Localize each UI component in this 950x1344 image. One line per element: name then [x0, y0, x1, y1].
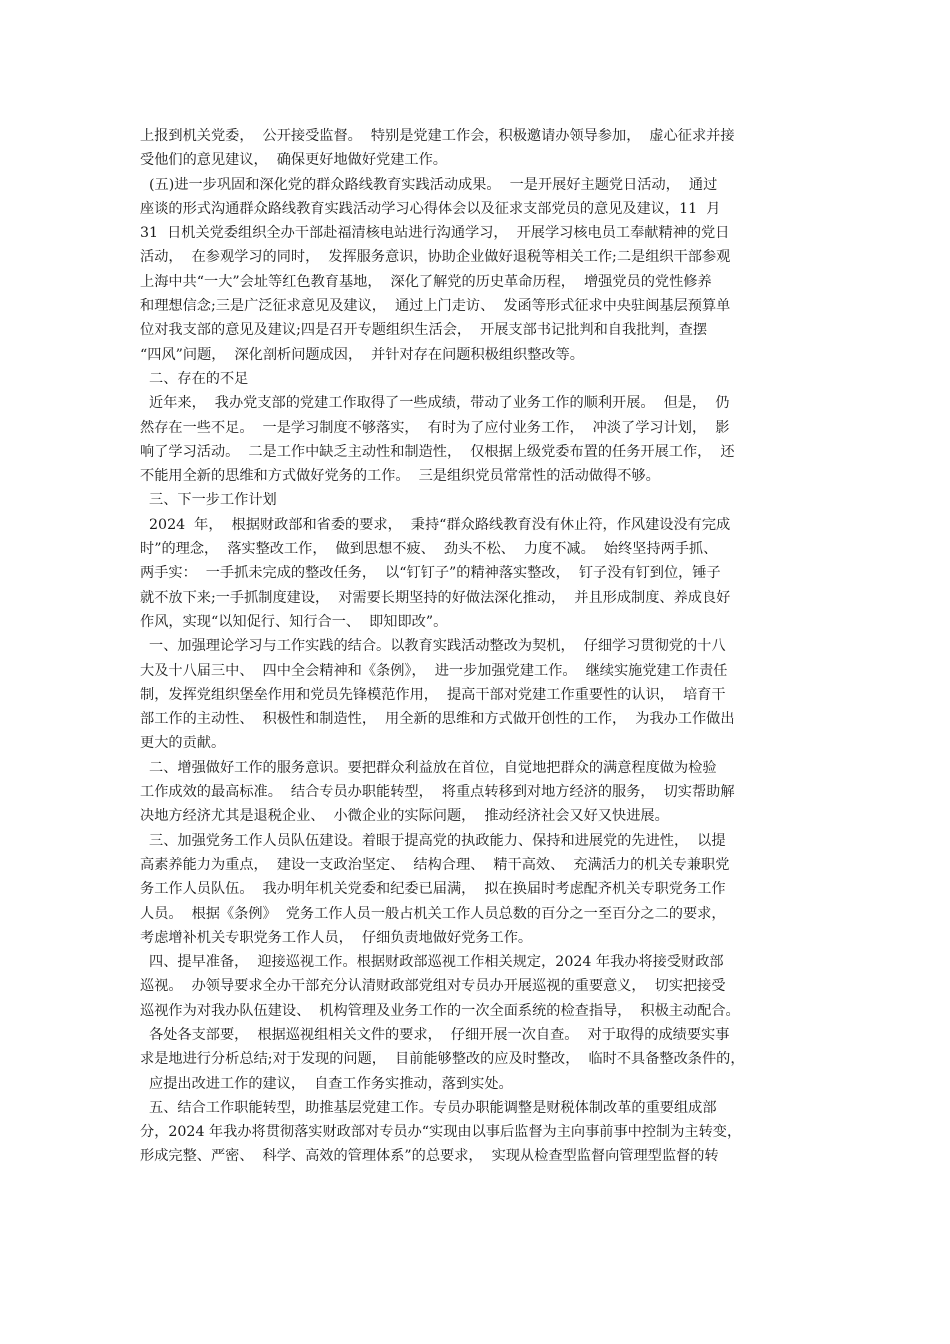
text-line: 位对我支部的意见及建议;四是召开专题组织生活会， 开展支部书记批判和自我批判，查摆	[140, 322, 708, 339]
text-line: 四、提早准备， 迎接巡视工作。根据财政部巡视工作相关规定，2024 年我办将接受财政部	[140, 954, 724, 971]
text-line: 三、加强党务工作人员队伍建设。着眼于提高党的执政能力、保持和进展党的先进性， 以提	[140, 832, 726, 849]
text-line: 上海中共“一大”会址等红色教育基地， 深化了解党的历史革命历程， 增强党员的党性修养	[140, 273, 712, 290]
text-line: 巡视作为对我办队伍建设、 机构管理及业务工作的一次全面系统的检查指导， 积极主动配合。	[140, 1002, 740, 1019]
text-line: 考虑增补机关专职党务工作人员， 仔细负责地做好党务工作。	[140, 929, 533, 946]
text-line: 求是地进行分析总结;对于发现的问题， 目前能够整改的应及时整改， 临时不具备整改条件的，	[140, 1051, 745, 1068]
text-line: 31 日机关党委组织全办干部赴福清核电站进行沟通学习， 开展学习核电员工奉献精神的党日	[140, 225, 730, 242]
text-line: 巡视。 办领导要求全办干部充分认清财政部党组对专员办开展巡视的重要意义， 切实把接受	[140, 978, 726, 995]
text-line: 二、存在的不足	[140, 370, 249, 387]
text-line: 分，2024 年我办将贯彻落实财政部对专员办“实现由以事后监督为主向事前事中控制为主转变，	[140, 1124, 742, 1141]
text-line: 三、下一步工作计划	[140, 492, 277, 509]
text-line: 五、结合工作职能转型，助推基层党建工作。专员办职能调整是财税体制改革的重要组成部	[140, 1099, 717, 1116]
text-line: 受他们的意见建议， 确保更好地做好党建工作。	[140, 152, 447, 169]
text-line: 不能用全新的思维和方式做好党务的工作。 三是组织党员常常性的活动做得不够。	[140, 468, 660, 485]
text-line: 部工作的主动性、 积极性和制造性， 用全新的思维和方式做开创性的工作， 为我办工作做出	[140, 711, 735, 728]
text-line: 活动， 在参观学习的同时， 发挥服务意识，协助企业做好退税等相关工作;二是组织干部参观	[140, 249, 731, 266]
text-line: “四风”问题， 深化剖析问题成因， 并针对存在问题积极组织整改等。	[140, 346, 584, 363]
text-line: 二、增强做好工作的服务意识。要把群众利益放在首位，自觉地把群众的满意程度做为检验	[140, 759, 717, 776]
text-line: 时”的理念， 落实整改工作， 做到思想不疲、 劲头不松、 力度不减。 始终坚持两手抓、	[140, 541, 718, 558]
text-line: 工作成效的最高标准。 结合专员办职能转型， 将重点转移到对地方经济的服务， 切实帮助解	[140, 784, 735, 801]
text-line: 一、加强理论学习与工作实践的结合。以教育实践活动整改为契机， 仔细学习贯彻党的十八	[140, 638, 726, 655]
text-line: (五)进一步巩固和深化党的群众路线教育实践活动成果。 一是开展好主题党日活动， 通过	[140, 176, 718, 193]
text-line: 和理想信念;三是广泛征求意见及建议， 通过上门走访、 发函等形式征求中央驻闽基层预算单	[140, 298, 731, 315]
document-page	[140, 124, 816, 1169]
text-line: 更大的贡献。	[140, 735, 226, 752]
text-line: 两手实： 一手抓未完成的整改任务， 以“钉钉子”的精神落实整改， 钉子没有钉到位，锤子	[140, 565, 721, 582]
text-line: 高素养能力为重点， 建设一支政治坚定、 结构合理、 精干高效、 充满活力的机关专兼职党	[140, 856, 730, 873]
text-line: 各处各支部要， 根据巡视组相关文件的要求， 仔细开展一次自查。 对于取得的成绩要实事	[140, 1026, 730, 1043]
text-line: 座谈的形式沟通群众路线教育实践活动学习心得体会以及征求支部党员的意见及建议，11 月	[140, 200, 721, 217]
text-line: 就不放下来;一手抓制度建设， 对需要长期坚持的好做法深化推动， 并且形成制度、养成良好	[140, 589, 731, 606]
text-line: 应提出改进工作的建议， 自查工作务实推动，落到实处。	[140, 1075, 513, 1092]
text-line: 响了学习活动。 二是工作中缺乏主动性和制造性， 仅根据上级党委布置的任务开展工作， 还	[140, 443, 735, 460]
text-line: 务工作人员队伍。 我办明年机关党委和纪委已届满， 拟在换届时考虑配齐机关专职党务工作	[140, 881, 726, 898]
text-line: 制，发挥党组织堡垒作用和党员先锋模范作用， 提高干部对党建工作重要性的认识， 培育干	[140, 686, 726, 703]
text-line: 人员。 根据《条例》 党务工作人员一般占机关工作人员总数的百分之一至百分之二的要求，	[140, 905, 726, 922]
text-line: 近年来， 我办党支部的党建工作取得了一些成绩，带动了业务工作的顺利开展。 但是， 仍	[140, 395, 730, 412]
text-line: 形成完整、严密、 科学、高效的管理体系”的总要求， 实现从检查型监督向管理型监督的转	[140, 1148, 719, 1165]
text-line: 决地方经济尤其是退税企业、 小微企业的实际问题， 推动经济社会又好又快进展。	[140, 808, 669, 825]
text-line: 然存在一些不足。 一是学习制度不够落实， 有时为了应付业务工作， 冲淡了学习计划， 影	[140, 419, 730, 436]
text-line: 2024 年， 根据财政部和省委的要求， 秉持“群众路线教育没有休止符，作风建设没有完成	[140, 516, 731, 533]
text-line: 作风，实现“以知促行、知行合一、 即知即改”。	[140, 613, 448, 630]
text-line: 上报到机关党委， 公开接受监督。 特别是党建工作会，积极邀请办领导参加， 虚心征求并接	[140, 128, 735, 144]
text-line: 大及十八届三中、 四中全会精神和《条例》， 进一步加强党建工作。 继续实施党建工作责任	[140, 662, 728, 679]
